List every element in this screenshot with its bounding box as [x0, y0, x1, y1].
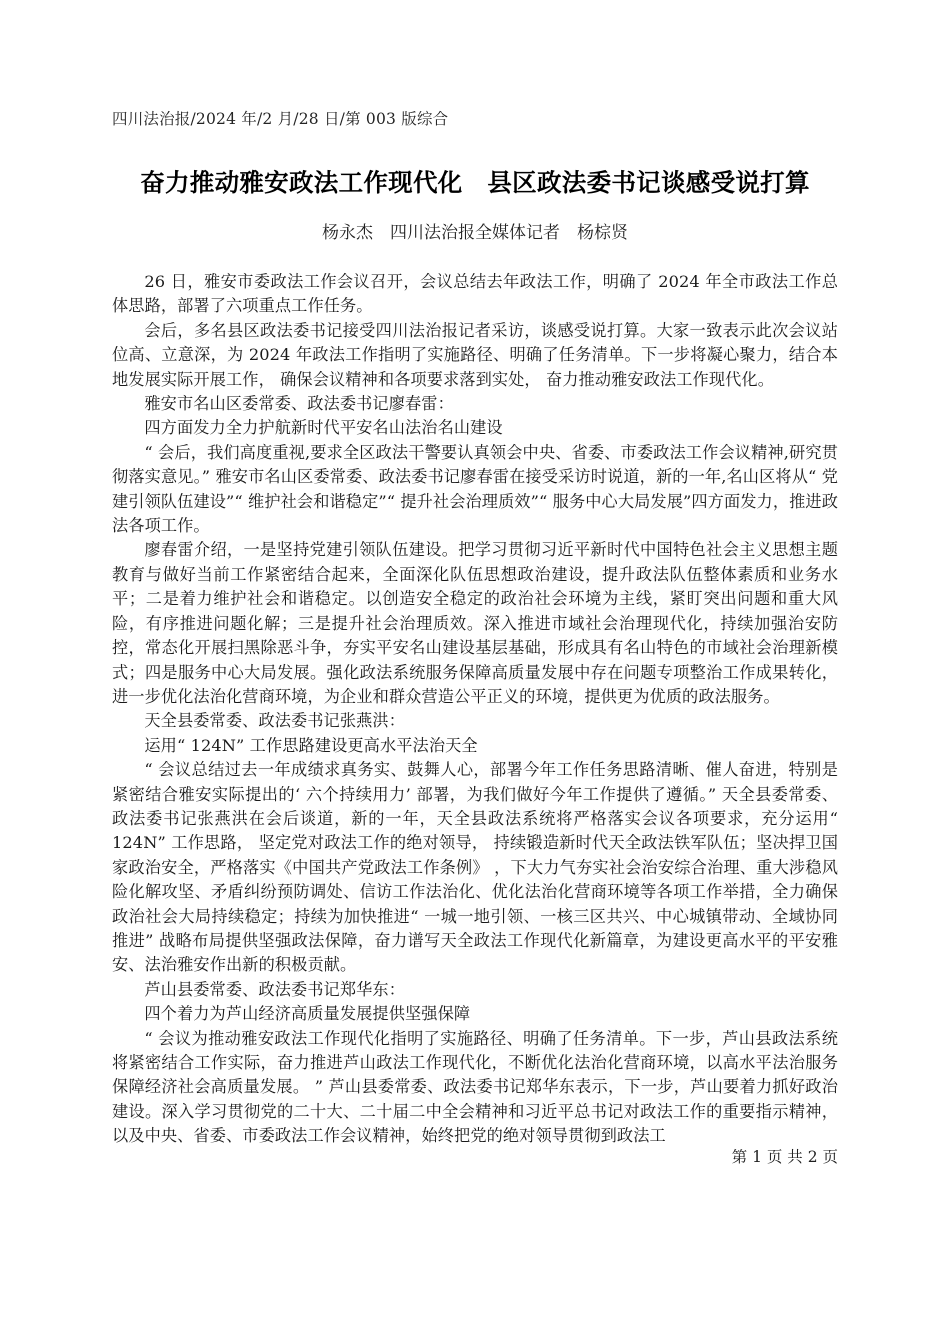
page-footer: 第 1 页 共 2 页: [731, 1148, 838, 1166]
body-paragraph: 芦山县委常委、政法委书记郑华东：: [144, 979, 405, 999]
body-paragraph: 雅安市名山区委常委、政法委书记廖春雷：: [144, 394, 454, 414]
body-paragraph: “ 会后，我们高度重视,要求全区政法干警要认真领会中央、省委、市委政法工作会议精神,研究贯彻落实意见。” 雅安市名山区委常委、政法委书记廖春雷在接受采访时说道，新的一年,名山区将从“ 党建引领队伍建设”“ 维护社会和谐稳定”“ 提升社会治理质效”“ 服务中心大局发展”四方面发力，推进政法各项工作。: [112, 442, 838, 536]
article-byline: 杨永杰 四川法治报全媒体记者 杨棕贤: [322, 223, 628, 243]
body-paragraph: “ 会议为推动雅安政法工作现代化指明了实施路径、明确了任务清单。下一步，芦山县政法系统将紧密结合工作实际，奋力推进芦山政法工作现代化，不断优化法治化营商环境，以高水平法治服务保障经济社会高质量发展。 ” 芦山县委常委、政法委书记郑华东表示，下一步，芦山要着力抓好政治建设。深入学习贯彻党的二十大、二十届二中全会精神和习近平总书记对政法工作的重要指示精神，以及中央、省委、市委政法工作会议精神，始终把党的绝对领导贯彻到政法工: [112, 1028, 838, 1146]
article-body: [112, 270, 838, 1149]
body-paragraph: 天全县委常委、政法委书记张燕洪：: [144, 711, 405, 731]
body-paragraph: 四方面发力全力护航新时代平安名山法治名山建设: [144, 418, 503, 438]
body-paragraph: “ 会议总结过去一年成绩求真务实、鼓舞人心，部署今年工作任务思路清晰、催人奋进，特别是紧密结合雅安实际提出的‘ 六个持续用力’ 部署，为我们做好今年工作提供了遵循。” 天全县委常委、政法委书记张燕洪在会后谈道，新的一年，天全县政法系统将严格落实会议各项要求，充分运用“ 124N” 工作思路， 坚定党对政法工作的绝对领导， 持续锻造新时代天全政法铁军队伍；坚决捍卫国家政治安全，严格落实《中国共产党政法工作条例》 ，下大力气夯实社会治安综合治理、重大涉稳风险化解攻坚、矛盾纠纷预防调处、信访工作法治化、优化法治化营商环境等各项工作举措，全力确保政治社会大局持续稳定；持续为加快推进“ 一城一地引领、一核三区共兴、中心城镇带动、全域协同推进” 战略布局提供坚强政法保障，奋力谱写天全政法工作现代化新篇章，为建设更高水平的平安雅安、法治雅安作出新的积极贡献。: [112, 760, 838, 975]
document-content: [112, 108, 838, 1149]
body-paragraph: 26 日，雅安市委政法工作会议召开，会议总结去年政法工作，明确了 2024 年全市政法工作总体思路，部署了六项重点工作任务。: [112, 272, 838, 316]
body-paragraph: 四个着力为芦山经济高质量发展提供坚强保障: [144, 1004, 471, 1024]
article-headline: 奋力推动雅安政法工作现代化 县区政法委书记谈感受说打算: [140, 168, 810, 197]
body-paragraph: 廖春雷介绍，一是坚持党建引领队伍建设。把学习贯彻习近平新时代中国特色社会主义思想主题教育与做好当前工作紧密结合起来，全面深化队伍思想政治建设，提升政法队伍整体素质和业务水平；二是着力维护社会和谐稳定。以创造安全稳定的政治社会环境为主线，紧盯突出问题和重大风险，有序推进问题化解；三是提升社会治理质效。深入推进市域社会治理现代化，持续加强治安防控，常态化开展扫黑除恶斗争，夯实平安名山建设基层基础，形成具有名山特色的市域社会治理新模式；四是服务中心大局发展。强化政法系统服务保障高质量发展中存在问题专项整治工作成果转化，进一步优化法治化营商环境，为企业和群众营造公平正义的环境，提供更为优质的政法服务。: [112, 540, 838, 706]
masthead-source-line: 四川法治报/2024 年/2 月/28 日/第 003 版综合: [112, 110, 449, 128]
body-paragraph: 会后，多名县区政法委书记接受四川法治报记者采访，谈感受说打算。大家一致表示此次会议站位高、立意深，为 2024 年政法工作指明了实施路径、明确了任务清单。下一步将凝心聚力，结合本地发展实际开展工作， 确保会议精神和各项要求落到实处， 奋力推动雅安政法工作现代化。: [112, 320, 838, 389]
body-paragraph: 运用“ 124N” 工作思路建设更高水平法治天全: [144, 735, 478, 755]
